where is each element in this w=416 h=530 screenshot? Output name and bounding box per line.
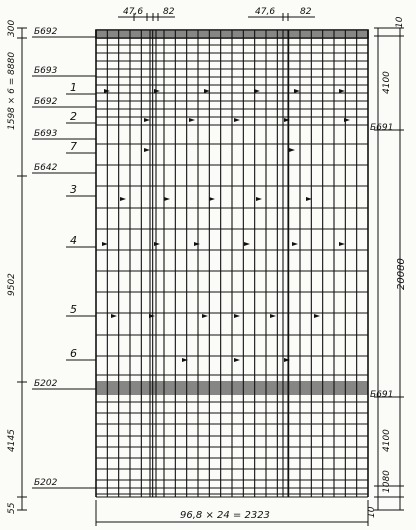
- bar-end-mark: [234, 358, 240, 362]
- bar-label-left: Б202: [34, 379, 58, 389]
- bar-label-right: Б691: [370, 123, 394, 133]
- position-mark: 2: [70, 110, 77, 123]
- bar-label-left: Б693: [34, 129, 58, 139]
- left-dim-upper: 1598 × 6 = 8880: [7, 51, 17, 130]
- right-dim-lower: 4100: [382, 429, 392, 452]
- top-dim-left-1: 47,6: [123, 7, 144, 17]
- reinforcement-grid: [96, 30, 368, 497]
- bar-end-mark: [294, 89, 300, 93]
- bar-end-mark: [149, 314, 155, 318]
- position-mark: 6: [70, 347, 77, 360]
- top-dim-left-2: 82: [163, 7, 175, 17]
- bar-end-mark: [189, 118, 195, 122]
- position-mark: 1: [70, 81, 77, 94]
- bar-end-mark: [164, 197, 170, 201]
- right-dim-upper: 4100: [382, 71, 392, 94]
- bottom-dimension: 96,8 × 24 = 2323: [180, 510, 270, 521]
- bar-end-mark: [194, 242, 200, 246]
- bar-end-mark: [234, 118, 240, 122]
- position-mark: 7: [70, 140, 77, 153]
- bar-end-mark: [344, 118, 350, 122]
- position-mark: 4: [70, 234, 77, 247]
- position-mark: 3: [70, 183, 77, 196]
- bar-end-mark: [111, 314, 117, 318]
- right-dim-small: 1080: [382, 470, 392, 493]
- position-mark: 5: [70, 303, 77, 316]
- right-dim-bottom: 10: [367, 506, 377, 518]
- bar-end-mark: [144, 118, 150, 122]
- bar-end-mark: [314, 314, 320, 318]
- bar-end-mark: [144, 148, 150, 152]
- bar-label-left: Б642: [34, 163, 58, 173]
- top-dim-right-1: 47,6: [255, 7, 276, 17]
- bar-label-left: Б693: [34, 66, 58, 76]
- left-dim-bottom: 55: [7, 502, 17, 514]
- bar-end-mark: [244, 242, 250, 246]
- left-dim-top: 300: [7, 19, 17, 37]
- bar-label-left: Б692: [34, 97, 58, 107]
- bar-end-mark: [234, 314, 240, 318]
- bar-end-mark: [292, 242, 298, 246]
- bar-end-mark: [339, 89, 345, 93]
- top-dim-right-2: 82: [300, 7, 312, 17]
- bar-label-left: Б202: [34, 478, 58, 488]
- bar-end-mark: [339, 242, 345, 246]
- right-dim-total: 20080: [396, 258, 407, 290]
- bar-end-mark: [270, 314, 276, 318]
- bar-end-mark: [120, 197, 126, 201]
- bar-label-left: Б692: [34, 27, 58, 37]
- bar-labels: [32, 27, 393, 488]
- bar-end-mark: [254, 89, 260, 93]
- bar-end-mark: [209, 197, 215, 201]
- right-dim-top: 10: [395, 16, 405, 28]
- bar-end-mark: [289, 148, 295, 152]
- left-dim-middle: 9502: [7, 273, 17, 296]
- bar-end-mark: [154, 242, 160, 246]
- bar-end-mark: [256, 197, 262, 201]
- bar-end-mark: [202, 314, 208, 318]
- bar-end-mark: [154, 89, 160, 93]
- bar-label-right: Б691: [370, 390, 394, 400]
- left-dim-lower: 4145: [7, 429, 17, 452]
